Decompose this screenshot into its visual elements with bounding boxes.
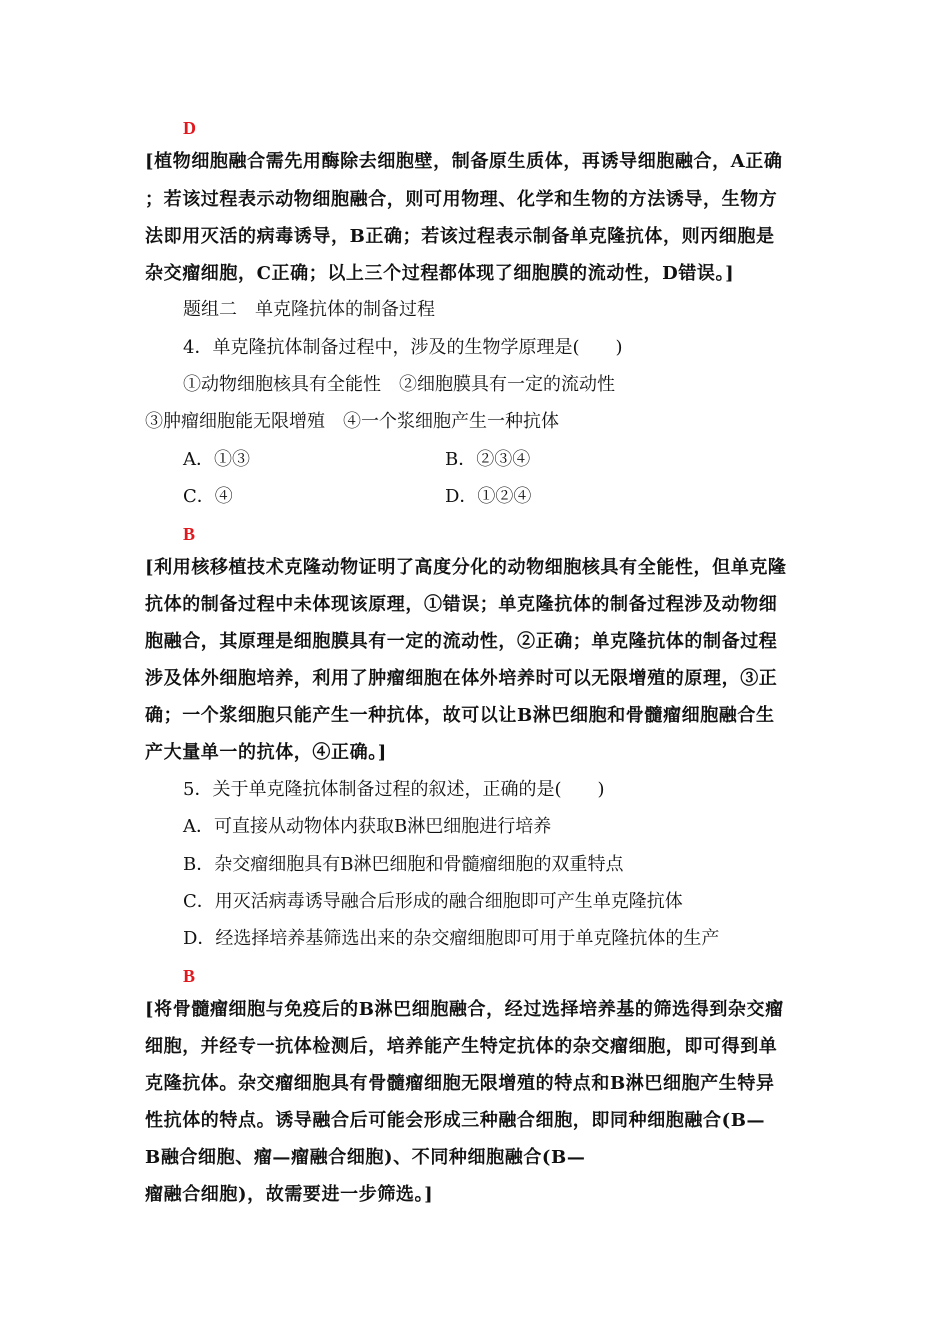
explanation-line: 瘤融合细胞)，故需要进一步筛选。]: [145, 1184, 434, 1205]
explanation-line: 确；一个浆细胞只能产生一种抗体，故可以让B淋巴细胞和骨髓瘤细胞融合生: [145, 705, 775, 726]
explanation-line: 克隆抗体。杂交瘤细胞具有骨髓瘤细胞无限增殖的特点和B淋巴细胞产生特异: [145, 1073, 775, 1094]
question-stem: 5．关于单克隆抗体制备过程的叙述，正确的是( ): [183, 779, 605, 800]
option-d: D．经选择培养基筛选出来的杂交瘤细胞即可用于单克隆抗体的生产: [183, 928, 720, 949]
section-heading: 题组二 单克隆抗体的制备过程: [183, 299, 435, 320]
answer-label: B: [183, 966, 196, 986]
explanation-line: ；若该过程表示动物细胞融合，则可用物理、化学和生物的方法诱导，生物方: [145, 189, 778, 210]
explanation-line: 胞融合，其原理是细胞膜具有一定的流动性，②正确；单克隆抗体的制备过程: [145, 631, 778, 652]
option-a: A．①③: [183, 449, 250, 470]
explanation-line: [植物细胞融合需先用酶除去细胞壁，制备原生质体，再诱导细胞融合，A正确: [145, 151, 783, 172]
explanation-line: [将骨髓瘤细胞与免疫后的B淋巴细胞融合，经过选择培养基的筛选得到杂交瘤: [145, 999, 784, 1020]
explanation-line: 产大量单一的抗体，④正确。]: [145, 742, 387, 763]
explanation-line: 性抗体的特点。诱导融合后可能会形成三种融合细胞，即同种细胞融合(B—: [145, 1110, 766, 1131]
option-c: C．用灭活病毒诱导融合后形成的融合细胞即可产生单克隆抗体: [183, 891, 683, 912]
explanation-line: 抗体的制备过程中未体现该原理，①错误；单克隆抗体的制备过程涉及动物细: [145, 594, 778, 615]
option-c: C．④: [183, 486, 233, 507]
option-b: B．②③④: [445, 449, 531, 470]
explanation-line: 杂交瘤细胞，C正确；以上三个过程都体现了细胞膜的流动性，D错误。]: [145, 263, 735, 284]
explanation-line: [利用核移植技术克隆动物证明了高度分化的动物细胞核具有全能性，但单克隆: [145, 557, 787, 578]
option-b: B．杂交瘤细胞具有B淋巴细胞和骨髓瘤细胞的双重特点: [183, 854, 624, 875]
explanation-line: 涉及体外细胞培养，利用了肿瘤细胞在体外培养时可以无限增殖的原理，③正: [145, 668, 778, 689]
explanation-line: 法即用灭活的病毒诱导，B正确；若该过程表示制备单克隆抗体，则丙细胞是: [145, 226, 775, 247]
explanation-line: 细胞，并经专一抗体检测后，培养能产生特定抗体的杂交瘤细胞，即可得到单: [145, 1036, 778, 1057]
question-items: ①动物细胞核具有全能性 ②细胞膜具有一定的流动性: [183, 374, 615, 395]
answer-label: B: [183, 524, 196, 544]
option-a: A．可直接从动物体内获取B淋巴细胞进行培养: [183, 816, 552, 837]
question-stem: 4．单克隆抗体制备过程中，涉及的生物学原理是( ): [183, 337, 623, 358]
option-d: D．①②④: [445, 486, 532, 507]
explanation-line: B融合细胞、瘤—瘤融合细胞)、不同种细胞融合(B—: [145, 1147, 586, 1168]
question-items: ③肿瘤细胞能无限增殖 ④一个浆细胞产生一种抗体: [145, 411, 559, 432]
answer-label: D: [183, 118, 196, 138]
